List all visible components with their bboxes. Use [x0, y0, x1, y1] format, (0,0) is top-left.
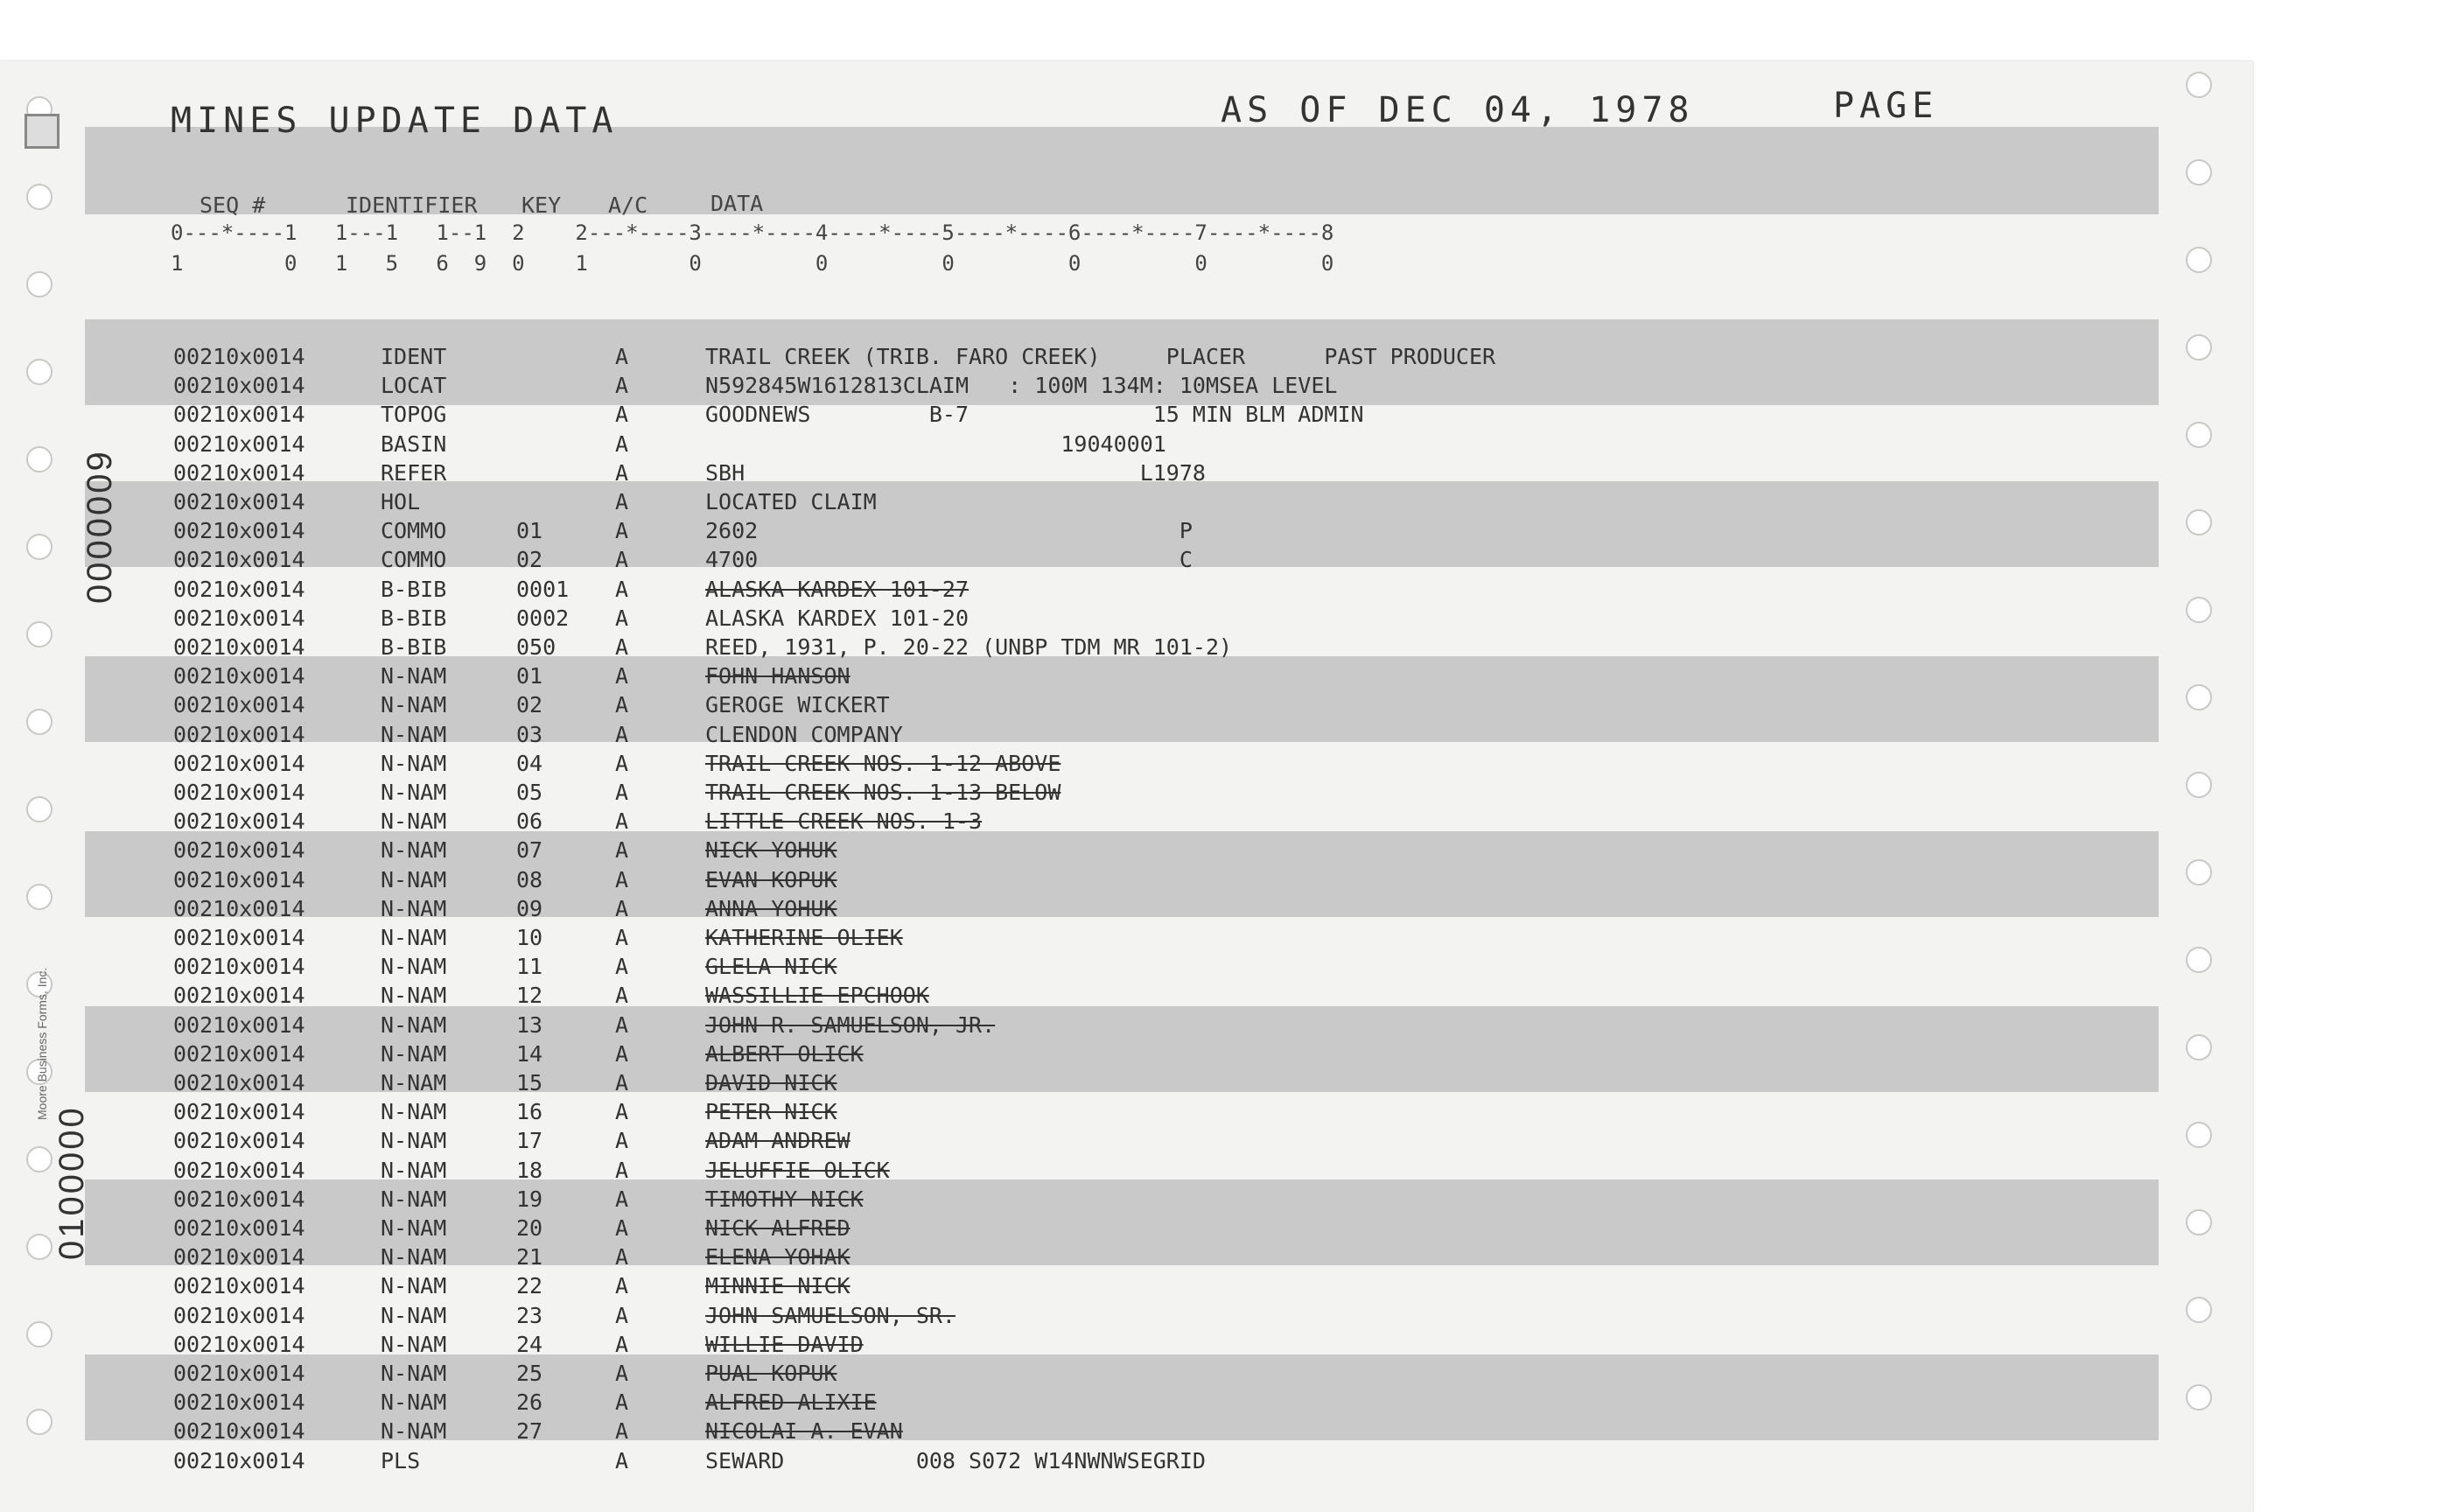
identifier-cell: IDENT — [381, 344, 447, 369]
table-row — [0, 1303, 2188, 1332]
data-cell: NICK YOHUK — [705, 837, 837, 864]
data-cell: JOHN R. SAMUELSON, JR. — [705, 1012, 996, 1038]
identifier-cell: BASIN — [381, 430, 447, 457]
seq-cell: 00210x0014 — [173, 1215, 305, 1241]
ac-cell: A — [615, 459, 629, 486]
identifier-cell: N-NAM — [381, 1244, 447, 1270]
identifier-cell: N-NAM — [381, 1128, 447, 1154]
table-row — [0, 402, 2188, 430]
table-row — [0, 1158, 2188, 1186]
key-cell: 05 — [516, 780, 543, 805]
seq-cell: 00210x0014 — [173, 780, 305, 805]
table-row — [0, 1186, 2188, 1215]
key-cell: 12 — [516, 983, 543, 1009]
seq-cell: 00210x0014 — [173, 489, 305, 514]
key-cell: 27 — [516, 1418, 543, 1445]
data-cell: LITTLE CREEK NOS. 1-3 — [705, 808, 983, 835]
identifier-cell: N-NAM — [381, 866, 447, 892]
data-cell: EVAN KOPUK — [705, 866, 837, 892]
report-title: MINES UPDATE DATA — [171, 101, 619, 141]
seq-cell: 00210x0014 — [173, 1447, 305, 1474]
key-cell: 16 — [516, 1099, 543, 1125]
seq-cell: 00210x0014 — [173, 1273, 305, 1299]
ac-cell: A — [615, 1361, 629, 1386]
ac-cell: A — [615, 663, 629, 690]
ac-cell: A — [615, 402, 629, 428]
table-row — [0, 1448, 2188, 1477]
table-row — [0, 1244, 2188, 1273]
identifier-cell: N-NAM — [381, 1418, 447, 1445]
data-cell: DAVID NICK — [705, 1070, 837, 1096]
table-row — [0, 954, 2188, 983]
identifier-cell: LOCAT — [381, 373, 447, 399]
identifier-cell: B-BIB — [381, 605, 447, 631]
data-cell: JELUFFIE OLICK — [705, 1157, 890, 1183]
data-cell: GOODNEWS B-7 15 MIN BLM ADMIN — [705, 402, 1364, 428]
seq-cell: 00210x0014 — [173, 983, 305, 1009]
key-cell: 02 — [516, 547, 543, 573]
data-cell: PETER NICK — [705, 1099, 837, 1125]
table-row — [0, 808, 2188, 837]
table-row — [0, 751, 2188, 780]
side-stamp-top: 0000009 — [80, 449, 119, 604]
col-header-key: KEY — [522, 192, 562, 218]
table-row — [0, 431, 2188, 460]
ac-cell: A — [615, 983, 629, 1009]
key-cell: 24 — [516, 1331, 543, 1357]
data-cell: NICK ALFRED — [705, 1215, 850, 1241]
ac-cell: A — [615, 954, 629, 980]
feed-hole — [2186, 159, 2212, 186]
data-cell: WILLIE DAVID — [705, 1331, 864, 1357]
key-cell: 02 — [516, 692, 543, 718]
data-cell: WASSILLIE EPCHOOK — [705, 983, 929, 1009]
identifier-cell: N-NAM — [381, 721, 447, 747]
table-row — [0, 896, 2188, 925]
side-stamp-bottom: 0100000 — [52, 1105, 91, 1260]
table-row — [0, 1418, 2188, 1447]
ac-cell: A — [615, 1244, 629, 1270]
seq-cell: 00210x0014 — [173, 402, 305, 428]
col-header-ac: A/C — [608, 192, 648, 218]
identifier-cell: N-NAM — [381, 1215, 447, 1241]
table-row — [0, 837, 2188, 866]
data-cell: MINNIE NICK — [705, 1273, 850, 1299]
key-cell: 22 — [516, 1273, 543, 1299]
data-cell: ALASKA KARDEX 101-20 — [705, 605, 970, 631]
identifier-cell: N-NAM — [381, 1361, 447, 1386]
key-cell: 07 — [516, 837, 543, 864]
key-cell: 04 — [516, 750, 543, 776]
ac-cell: A — [615, 1273, 629, 1299]
ac-cell: A — [615, 1186, 629, 1212]
key-cell: 050 — [516, 634, 556, 660]
seq-cell: 00210x0014 — [173, 663, 305, 690]
identifier-cell: B-BIB — [381, 634, 447, 660]
seq-cell: 00210x0014 — [173, 547, 305, 573]
key-cell: 08 — [516, 866, 543, 892]
col-header-seq: SEQ # — [200, 192, 266, 218]
seq-cell: 00210x0014 — [173, 634, 305, 660]
identifier-cell: N-NAM — [381, 780, 447, 805]
key-cell: 26 — [516, 1390, 543, 1416]
table-row — [0, 1332, 2188, 1361]
key-cell: 18 — [516, 1157, 543, 1183]
identifier-cell: N-NAM — [381, 983, 447, 1009]
key-cell: 01 — [516, 518, 543, 544]
col-header-identifier: IDENTIFIER — [346, 192, 478, 218]
data-cell: TIMOTHY NICK — [705, 1186, 864, 1212]
identifier-cell: REFER — [381, 459, 447, 486]
seq-cell: 00210x0014 — [173, 373, 305, 399]
data-cell: 4700 C — [705, 547, 1193, 573]
ac-cell: A — [615, 780, 629, 805]
seq-cell: 00210x0014 — [173, 1244, 305, 1270]
identifier-cell: N-NAM — [381, 1302, 447, 1328]
seq-cell: 00210x0014 — [173, 459, 305, 486]
seq-cell: 00210x0014 — [173, 866, 305, 892]
key-cell: 21 — [516, 1244, 543, 1270]
table-row — [0, 1041, 2188, 1070]
data-cell: ALFRED ALIXIE — [705, 1390, 877, 1416]
seq-cell: 00210x0014 — [173, 1186, 305, 1212]
feed-hole — [2186, 1209, 2212, 1236]
ac-cell: A — [615, 344, 629, 369]
ac-cell: A — [615, 1418, 629, 1445]
seq-cell: 00210x0014 — [173, 721, 305, 747]
ac-cell: A — [615, 605, 629, 631]
feed-hole — [2186, 947, 2212, 973]
identifier-cell: N-NAM — [381, 663, 447, 690]
data-cell: FOHN HANSON — [705, 663, 850, 690]
key-cell: 13 — [516, 1012, 543, 1038]
data-cell: 2602 P — [705, 518, 1193, 544]
feed-hole — [2186, 859, 2212, 886]
table-row — [0, 1128, 2188, 1157]
table-row — [0, 780, 2188, 808]
key-cell: 17 — [516, 1128, 543, 1154]
ac-cell: A — [615, 925, 629, 950]
table-row — [0, 867, 2188, 896]
table-row — [0, 983, 2188, 1012]
seq-cell: 00210x0014 — [173, 692, 305, 718]
seq-cell: 00210x0014 — [173, 576, 305, 602]
table-row — [0, 663, 2188, 692]
key-cell: 0001 — [516, 576, 570, 602]
identifier-cell: N-NAM — [381, 837, 447, 864]
ac-cell: A — [615, 373, 629, 399]
table-row — [0, 1070, 2188, 1099]
identifier-cell: N-NAM — [381, 1186, 447, 1212]
seq-cell: 00210x0014 — [173, 1157, 305, 1183]
ac-cell: A — [615, 634, 629, 660]
page-label: PAGE — [1833, 86, 1939, 126]
seq-cell: 00210x0014 — [173, 518, 305, 544]
ac-cell: A — [615, 692, 629, 718]
seq-cell: 00210x0014 — [173, 1302, 305, 1328]
table-row — [0, 1390, 2188, 1418]
vendor-imprint: Moore Business Forms, Inc. — [35, 967, 49, 1120]
column-ruler-numbers: 1 0 1 5 6 9 0 1 0 0 0 0 0 0 — [171, 251, 1334, 276]
ac-cell: A — [615, 1331, 629, 1357]
data-cell: ELENA YOHAK — [705, 1244, 850, 1270]
key-cell: 06 — [516, 808, 543, 835]
ac-cell: A — [615, 1012, 629, 1038]
table-row — [0, 373, 2188, 402]
col-header-data: DATA — [710, 191, 764, 216]
data-cell: N592845W1612813CLAIM : 100M 134M: 10MSEA LEVEL — [705, 373, 1338, 399]
ac-cell: A — [615, 576, 629, 602]
ac-cell: A — [615, 750, 629, 776]
data-cell: ALASKA KARDEX 101-27 — [705, 576, 970, 602]
seq-cell: 00210x0014 — [173, 1361, 305, 1386]
seq-cell: 00210x0014 — [173, 895, 305, 921]
key-cell: 23 — [516, 1302, 543, 1328]
ac-cell: A — [615, 547, 629, 573]
identifier-cell: N-NAM — [381, 692, 447, 718]
ac-cell: A — [615, 837, 629, 864]
data-cell: 19040001 — [705, 430, 1166, 457]
key-cell: 19 — [516, 1186, 543, 1212]
identifier-cell: HOL — [381, 489, 421, 514]
seq-cell: 00210x0014 — [173, 837, 305, 864]
ac-cell: A — [615, 721, 629, 747]
seq-cell: 00210x0014 — [173, 750, 305, 776]
table-row — [0, 925, 2188, 954]
seq-cell: 00210x0014 — [173, 1331, 305, 1357]
table-row — [0, 1361, 2188, 1390]
ac-cell: A — [615, 1447, 629, 1474]
table-row — [0, 722, 2188, 751]
feed-hole — [2186, 72, 2212, 98]
ac-cell: A — [615, 430, 629, 457]
ac-cell: A — [615, 895, 629, 921]
seq-cell: 00210x0014 — [173, 344, 305, 369]
key-cell: 11 — [516, 954, 543, 980]
seq-cell: 00210x0014 — [173, 605, 305, 631]
table-row — [0, 547, 2188, 576]
data-cell: JOHN SAMUELSON, SR. — [705, 1302, 956, 1328]
table-row — [0, 1273, 2188, 1302]
data-cell: GLELA NICK — [705, 954, 837, 980]
identifier-cell: N-NAM — [381, 925, 447, 950]
feed-hole — [2186, 247, 2212, 273]
identifier-cell: N-NAM — [381, 954, 447, 980]
table-row — [0, 1099, 2188, 1128]
data-cell: REED, 1931, P. 20-22 (UNBP TDM MR 101-2) — [705, 634, 1233, 660]
identifier-cell: N-NAM — [381, 1040, 447, 1067]
identifier-cell: N-NAM — [381, 1157, 447, 1183]
data-cell: ADAM ANDREW — [705, 1128, 850, 1154]
feed-hole — [26, 184, 52, 210]
seq-cell: 00210x0014 — [173, 1070, 305, 1096]
data-cell: TRAIL CREEK NOS. 1-12 ABOVE — [705, 750, 1061, 776]
table-row — [0, 460, 2188, 489]
data-cell: SEWARD 008 S072 W14NWNWSEGRID — [705, 1447, 1206, 1474]
feed-hole — [2186, 1122, 2212, 1148]
key-cell: 14 — [516, 1040, 543, 1067]
ac-cell: A — [615, 1128, 629, 1154]
key-cell: 0002 — [516, 605, 570, 631]
feed-hole — [26, 271, 52, 298]
feed-hole — [2186, 597, 2212, 623]
identifier-cell: N-NAM — [381, 1012, 447, 1038]
key-cell: 10 — [516, 925, 543, 950]
identifier-cell: N-NAM — [381, 1273, 447, 1299]
data-cell: GEROGE WICKERT — [705, 692, 890, 718]
table-row — [0, 606, 2188, 634]
table-row — [0, 577, 2188, 606]
feed-hole — [2186, 1384, 2212, 1410]
seq-cell: 00210x0014 — [173, 1418, 305, 1445]
ac-cell: A — [615, 518, 629, 544]
data-cell: TRAIL CREEK (TRIB. FARO CREEK) PLACER PAST PRODUCER — [705, 344, 1496, 369]
key-cell: 20 — [516, 1215, 543, 1241]
identifier-cell: COMMO — [381, 547, 447, 573]
identifier-cell: TOPOG — [381, 402, 447, 428]
key-cell: 15 — [516, 1070, 543, 1096]
identifier-cell: COMMO — [381, 518, 447, 544]
registration-mark — [24, 114, 60, 149]
identifier-cell: N-NAM — [381, 895, 447, 921]
identifier-cell: N-NAM — [381, 1390, 447, 1416]
key-cell: 03 — [516, 721, 543, 747]
ac-cell: A — [615, 1157, 629, 1183]
identifier-cell: N-NAM — [381, 1099, 447, 1125]
table-row — [0, 489, 2188, 518]
seq-cell: 00210x0014 — [173, 1390, 305, 1416]
table-row — [0, 1012, 2188, 1041]
ac-cell: A — [615, 808, 629, 835]
report-date: AS OF DEC 04, 1978 — [1221, 90, 1695, 130]
ac-cell: A — [615, 1302, 629, 1328]
feed-hole — [2186, 334, 2212, 360]
ac-cell: A — [615, 489, 629, 514]
table-row — [0, 692, 2188, 721]
key-cell: 01 — [516, 663, 543, 690]
table-row — [0, 1215, 2188, 1244]
column-ruler: 0---*----1 1---1 1--1 2 2---*----3----*----4----*----5----*----6----*----7----*----8 — [171, 220, 1334, 245]
ac-cell: A — [615, 1099, 629, 1125]
data-cell: ALBERT OLICK — [705, 1040, 864, 1067]
table-row — [0, 344, 2188, 373]
seq-cell: 00210x0014 — [173, 954, 305, 980]
identifier-cell: N-NAM — [381, 750, 447, 776]
identifier-cell: PLS — [381, 1447, 421, 1474]
data-cell: KATHERINE OLIEK — [705, 925, 903, 950]
data-cell: CLENDON COMPANY — [705, 721, 903, 747]
table-row — [0, 518, 2188, 547]
feed-hole — [2186, 422, 2212, 448]
seq-cell: 00210x0014 — [173, 808, 305, 835]
feed-hole — [2186, 509, 2212, 536]
ac-cell: A — [615, 866, 629, 892]
data-cell: TRAIL CREEK NOS. 1-13 BELOW — [705, 780, 1061, 805]
feed-hole — [2186, 1034, 2212, 1060]
feed-hole — [2186, 684, 2212, 710]
identifier-cell: N-NAM — [381, 1070, 447, 1096]
key-cell: 25 — [516, 1361, 543, 1386]
data-cell: SBH L1978 — [705, 459, 1206, 486]
data-cell: PUAL KOPUK — [705, 1361, 837, 1386]
feed-hole — [2186, 1297, 2212, 1323]
ac-cell: A — [615, 1215, 629, 1241]
data-cell: ANNA YOHUK — [705, 895, 837, 921]
data-cell: LOCATED CLAIM — [705, 489, 877, 514]
ac-cell: A — [615, 1390, 629, 1416]
table-row — [0, 634, 2188, 663]
seq-cell: 00210x0014 — [173, 1012, 305, 1038]
feed-hole — [2186, 772, 2212, 798]
ac-cell: A — [615, 1070, 629, 1096]
identifier-cell: N-NAM — [381, 1331, 447, 1357]
seq-cell: 00210x0014 — [173, 1040, 305, 1067]
seq-cell: 00210x0014 — [173, 430, 305, 457]
data-cell: NICOLAI A. EVAN — [705, 1418, 903, 1445]
seq-cell: 00210x0014 — [173, 925, 305, 950]
identifier-cell: N-NAM — [381, 808, 447, 835]
key-cell: 09 — [516, 895, 543, 921]
seq-cell: 00210x0014 — [173, 1099, 305, 1125]
seq-cell: 00210x0014 — [173, 1128, 305, 1154]
identifier-cell: B-BIB — [381, 576, 447, 602]
ac-cell: A — [615, 1040, 629, 1067]
